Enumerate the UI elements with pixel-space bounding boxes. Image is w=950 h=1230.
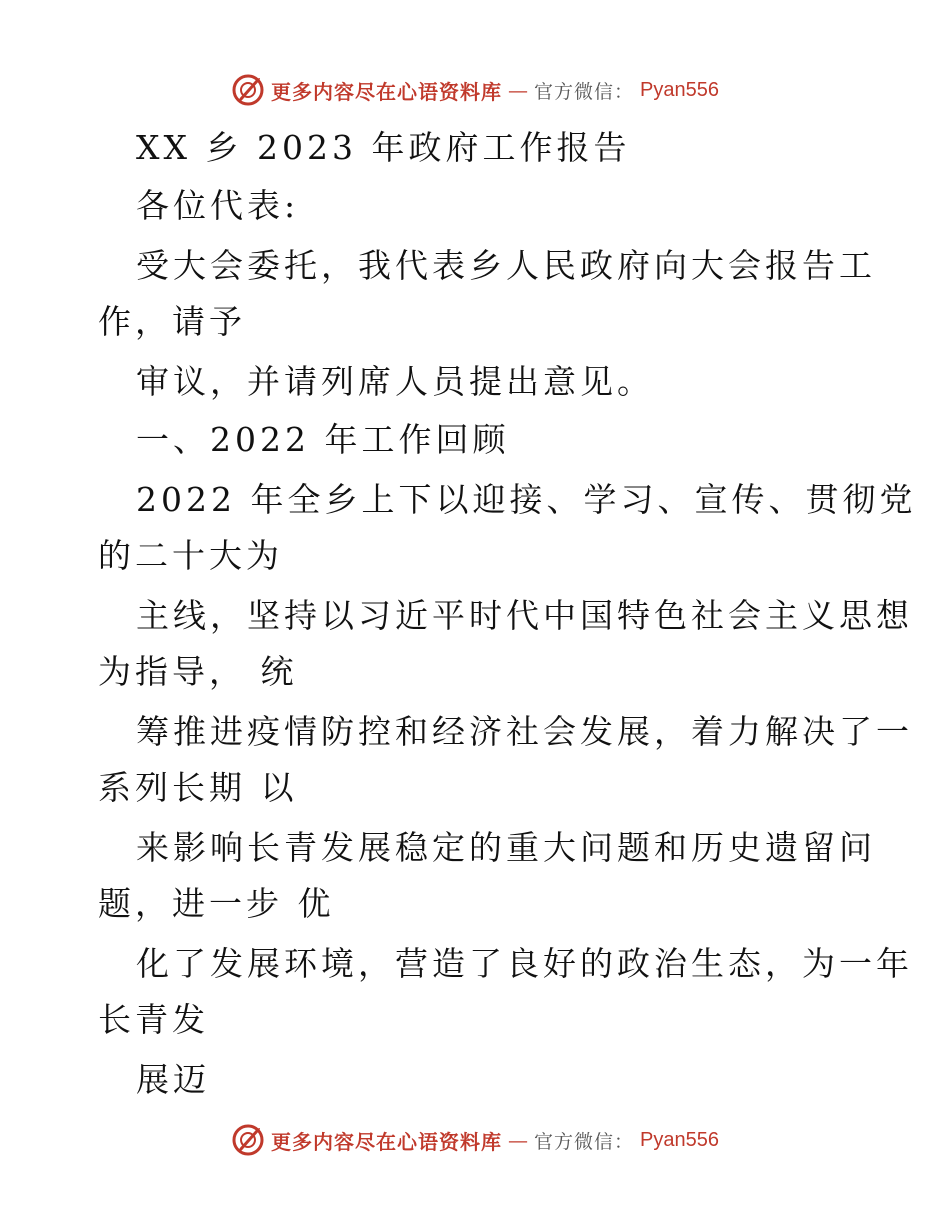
paragraph-line: 长青发 xyxy=(98,1000,209,1039)
paragraph-line: 题，进一步 优 xyxy=(98,884,335,923)
paragraph-line: 的二十大为 xyxy=(98,536,283,575)
logo-icon xyxy=(231,73,265,107)
watermark-label: 官方微信： xyxy=(534,1130,635,1153)
footer-watermark xyxy=(0,1118,950,1162)
paragraph-line: 2022 年全乡上下以迎接、学习、宣传、贯彻党 xyxy=(136,480,917,519)
paragraph-line: 受大会委托，我代表乡人民政府向大会报告工 xyxy=(136,246,876,285)
watermark-label: 官方微信： xyxy=(534,80,635,103)
header-watermark xyxy=(0,68,950,112)
section-heading: 一、2022 年工作回顾 xyxy=(136,420,510,459)
watermark-account: Pyan556 xyxy=(640,1128,719,1151)
logo-icon xyxy=(231,1123,265,1157)
paragraph-line: 作，请予 xyxy=(98,302,246,341)
document-title: XX 乡 2023 年政府工作报告 xyxy=(136,128,631,167)
watermark-account: Pyan556 xyxy=(640,78,719,101)
paragraph-line: 来影响长青发展稳定的重大问题和历史遗留问 xyxy=(136,828,876,867)
paragraph-line: 展迈 xyxy=(136,1060,210,1099)
watermark-dash: — xyxy=(508,78,528,102)
paragraph-line: 系列长期 以 xyxy=(98,768,298,807)
watermark-text: 更多内容尽在心语资料库 xyxy=(271,1129,502,1154)
salutation: 各位代表: xyxy=(136,186,300,225)
paragraph-line: 筹推进疫情防控和经济社会发展，着力解决了一 xyxy=(136,712,913,751)
paragraph-line: 化了发展环境，营造了良好的政治生态，为一年 xyxy=(136,944,913,983)
paragraph-line: 主线，坚持以习近平时代中国特色社会主义思想 xyxy=(136,596,913,635)
watermark-text: 更多内容尽在心语资料库 xyxy=(271,79,502,104)
paragraph-line: 审议，并请列席人员提出意见。 xyxy=(136,362,654,401)
watermark-dash: — xyxy=(508,1128,528,1152)
paragraph-line: 为指导， 统 xyxy=(98,652,298,691)
